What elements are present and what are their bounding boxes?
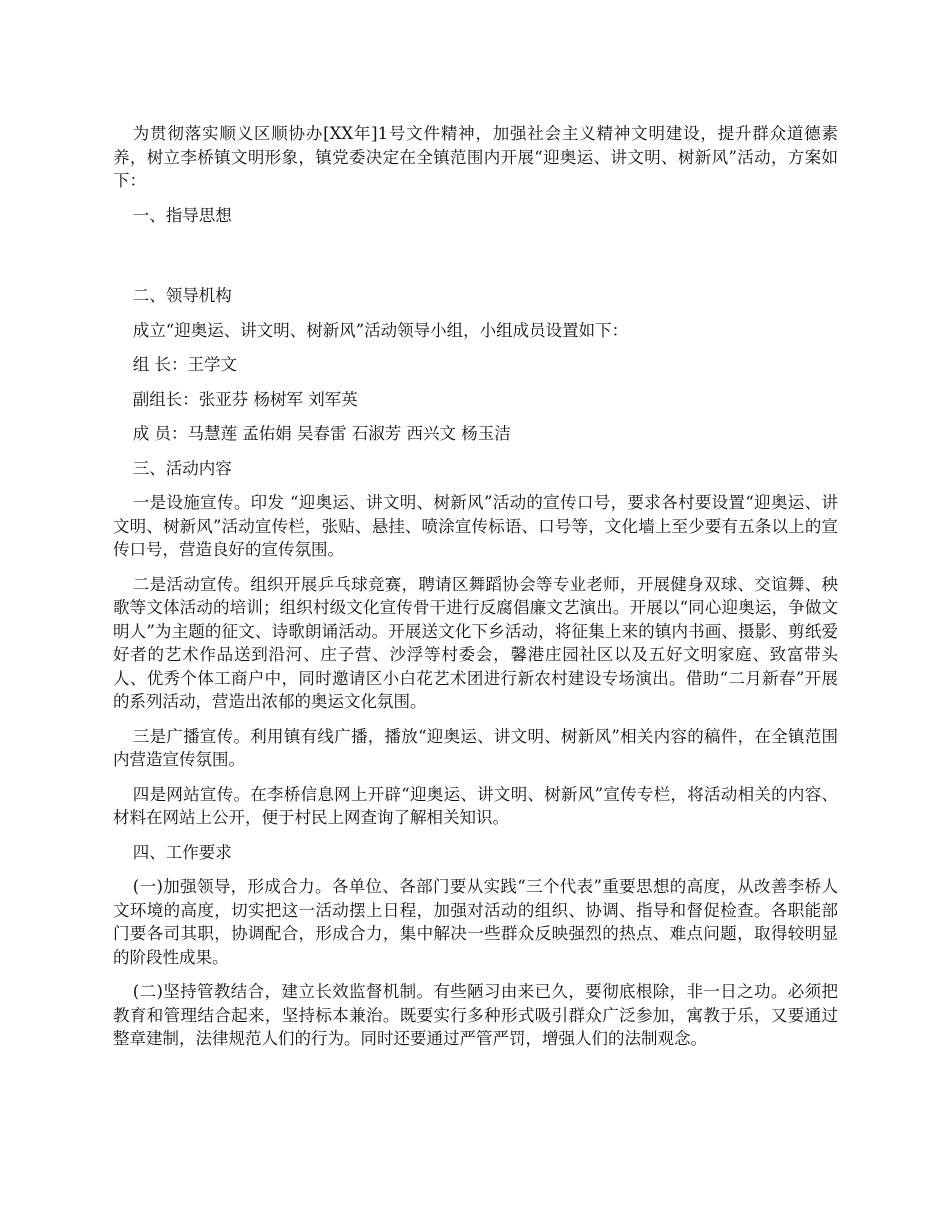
activity-facility-publicity: 一是设施宣传。印发 “迎奥运、讲文明、树新风”活动的宣传口号，要求各村要设置“迎奥运、讲文明、树新风”活动宣传栏，张贴、悬挂、喷涂宣传标语、口号等，文化墙上至少要有五条以上的宣传口号，营造良好的宣传氛围。 — [113, 493, 838, 559]
activity-website-publicity: 四是网站宣传。在李桥信息网上开辟“迎奥运、讲文明、树新风”宣传专栏，将活动相关的内容、材料在网站上公开，便于村民上网查询了解相关知识。 — [113, 784, 838, 827]
section-heading-requirements: 四、工作要求 — [132, 842, 232, 862]
section-heading-leadership: 二、领导机构 — [132, 286, 232, 305]
requirement-leadership: (一)加强领导，形成合力。各单位、各部门要从实践“三个代表”重要思想的高度，从改善李桥人文环境的高度，切实把这一活动摆上日程，加强对活动的组织、协调、指导和督促检查。各职能部门要各司其职，协调配合，形成合力，集中解决一些群众反映强烈的热点、难点问题，取得较明显的阶段性成果。 — [113, 877, 838, 967]
group-members: 成 员：马慧莲 孟佑娟 吴春雷 石淑芳 西兴文 杨玉洁 — [132, 424, 511, 443]
leadership-intro: 成立“迎奥运、讲文明、树新风”活动领导小组，小组成员设置如下： — [132, 320, 629, 340]
group-leader: 组 长：王学文 — [132, 355, 238, 374]
activity-broadcast-publicity: 三是广播宣传。利用镇有线广播，播放“迎奥运、讲文明、树新风”相关内容的稿件，在全镇范围内营造宣传氛围。 — [113, 726, 838, 769]
deputy-leaders: 副组长：张亚芬 杨树军 刘军英 — [132, 389, 358, 409]
section-heading-activities: 三、活动内容 — [132, 458, 232, 478]
blank-space — [113, 238, 838, 284]
intro-paragraph: 为贯彻落实顺义区顺协办[XX年]1号文件精神，加强社会主义精神文明建设，提升群众道德素养，树立李桥镇文明形象，镇党委决定在全镇范围内开展“迎奥运、讲文明、树新风”活动，方案如下： — [113, 124, 838, 190]
document-page — [113, 122, 838, 1062]
requirement-supervision: (二)坚持管教结合，建立长效监督机制。有些陋习由来已久，要彻底根除，非一日之功。必须把教育和管理结合起来，坚持标本兼治。既要实行多种形式吸引群众广泛参加，寓教于乐，又要通过整章建制，法律规范人们的行为。同时还要通过严管严罚，增强人们的法制观念。 — [113, 982, 838, 1048]
section-heading-guiding-ideology: 一、指导思想 — [132, 205, 232, 225]
activity-event-publicity: 二是活动宣传。组织开展乒乓球竞赛，聘请区舞蹈协会等专业老师，开展健身双球、交谊舞、秧歌等文体活动的培训；组织村级文化宣传骨干进行反腐倡廉文艺演出。开展以“同心迎奥运，争做文明人”为主题的征文、诗歌朗诵活动。开展送文化下乡活动，将征集上来的镇内书画、摄影、剪纸爱好者的艺术作品送到沿河、庄子营、沙浮等村委会，馨港庄园社区以及五好文明家庭、致富带头人、优秀个体工商户中，同时邀请区小白花艺术团进行新农村建设专场演出。借助“二月新春”开展的系列活动，营造出浓郁的奥运文化氛围。 — [113, 574, 838, 711]
